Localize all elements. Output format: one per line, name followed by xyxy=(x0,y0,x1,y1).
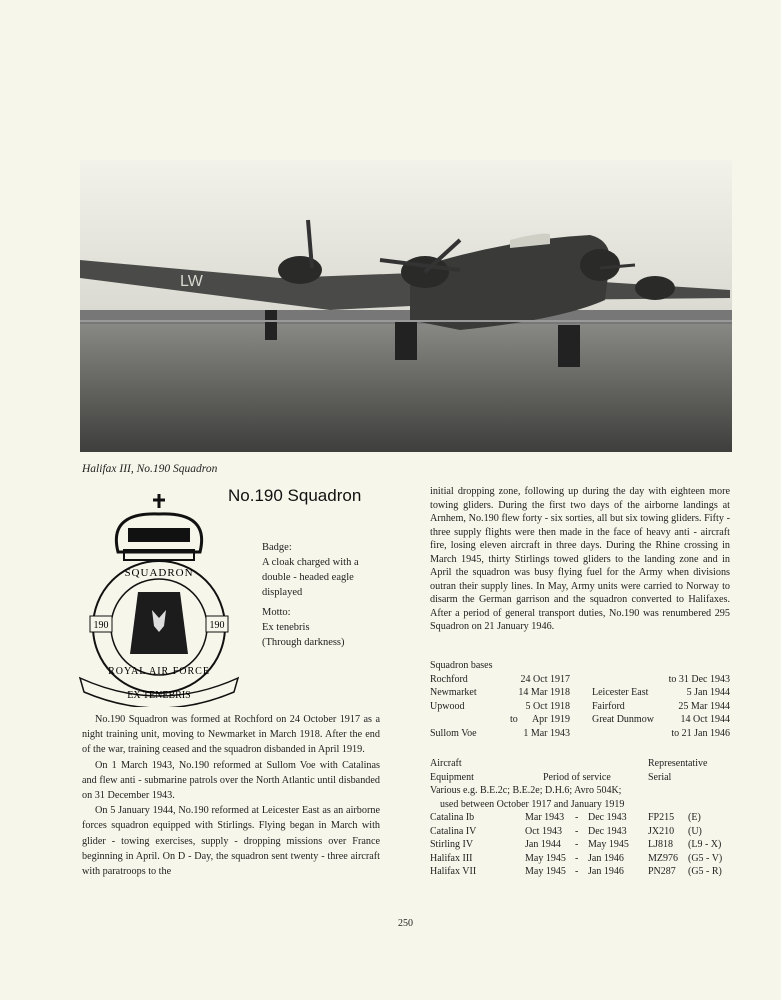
equipment-row xyxy=(430,865,740,879)
equipment-from: Jan 1944 xyxy=(525,839,561,850)
photo-caption: Halifax III, No.190 Squadron xyxy=(82,463,218,475)
motto-label: Motto: xyxy=(262,607,291,618)
squadron-bases-table xyxy=(430,659,740,740)
base-place: Upwood xyxy=(430,700,465,712)
period-dash: - xyxy=(575,812,579,823)
equipment-from: Oct 1943 xyxy=(525,825,562,837)
base-date: 5 Oct 1918 xyxy=(525,700,570,712)
motto-latin: Ex tenebris xyxy=(262,622,310,633)
paragraph: On 1 March 1943, No.190 reformed at Sullom Voe with Catalinas and flew anti - submarine patrols over the North Atlantic until disbanded on 31 December 1943. xyxy=(82,759,380,802)
equipment-to: Jan 1946 xyxy=(588,866,624,877)
base-date: 14 Oct 1944 xyxy=(680,714,730,725)
squadron-crest xyxy=(78,492,240,707)
page-title: No.190 Squadron xyxy=(228,486,362,505)
crest-number-right: 190 xyxy=(209,620,225,631)
aircraft-marking: LW xyxy=(180,273,203,290)
period-dash: - xyxy=(575,866,579,877)
badge-line: A cloak charged with a xyxy=(262,557,359,568)
equipment-from: May 1945 xyxy=(525,866,566,877)
equipment-row xyxy=(430,852,740,866)
base-date: Apr 1919 xyxy=(531,714,570,725)
equipment-code: (U) xyxy=(688,825,702,837)
base-place: Rochford xyxy=(430,673,468,685)
aircraft-equipment-table xyxy=(430,757,740,879)
crest-motto-scroll: EX TENEBRIS xyxy=(127,690,191,701)
base-date: 24 Oct 1917 xyxy=(520,673,570,685)
page-number: 250 xyxy=(398,918,413,929)
base-place: Sullom Voe xyxy=(430,727,477,739)
base-date: 14 Mar 1918 xyxy=(518,687,570,698)
equipment-serial: LJ818 xyxy=(648,839,673,850)
equipment-from: May 1945 xyxy=(525,852,566,864)
equipment-to: Jan 1946 xyxy=(588,852,624,864)
equipment-aircraft: Halifax III xyxy=(430,852,473,864)
equipment-aircraft: Stirling IV xyxy=(430,839,474,850)
base-prefix: to xyxy=(510,714,518,725)
paragraph: No.190 Squadron was formed at Rochford on 24 October 1917 as a night training unit, moving to Newmarket in March 1918. After the end of the war, training ceased and the squadron disbanded in April 1919. xyxy=(82,714,380,756)
period-dash: - xyxy=(575,852,579,864)
header-serial: Representative xyxy=(648,758,708,769)
crest-ring-text: ROYAL AIR FORCE xyxy=(108,666,210,677)
various-note: used between October 1917 and January 1919 xyxy=(440,798,625,810)
equipment-serial: MZ976 xyxy=(648,852,678,864)
equipment-row xyxy=(430,838,740,852)
motto-description xyxy=(262,605,345,650)
equipment-aircraft: Catalina Ib xyxy=(430,812,475,823)
motto-translation: (Through darkness) xyxy=(262,637,345,648)
equipment-code: (G5 - R) xyxy=(688,866,722,877)
equipment-code: (L9 - X) xyxy=(688,839,722,850)
base-place: Newmarket xyxy=(430,687,477,698)
equipment-row xyxy=(430,825,740,839)
equipment-code: (G5 - V) xyxy=(688,852,723,864)
base-date: 5 Jan 1944 xyxy=(686,687,730,698)
badge-line: displayed xyxy=(262,587,303,598)
equipment-aircraft: Catalina IV xyxy=(430,825,477,837)
bases-heading: Squadron bases xyxy=(430,660,493,671)
base-place: Fairford xyxy=(592,700,625,712)
period-dash: - xyxy=(575,825,579,837)
period-dash: - xyxy=(575,839,579,850)
badge-label: Badge: xyxy=(262,542,292,553)
equipment-to: Dec 1943 xyxy=(588,825,627,837)
history-text-right: initial dropping zone, following up during the day with eighteen more towing gliders. During the first two days of the airborne landings at Arnhem, No.190 flew forty - six sorties, all but six towing gliders. Fifty - three supply flights were then made in the face of heavy anti - aircraft fire, losing eleven aircraft in three days. During the Rhine crossing in March 1945, thirty Stirlings towed gliders to the landing zone and in April the squadron was busy flying fuel for the Army when divisions outran their supply lines. In May, Army units were carried to Norway to disarm the German garrison and the squadron converted to Halifaxes. After a period of general transport duties, No.190 was renumbered 295 Squadron on 21 January 1946. xyxy=(430,486,730,632)
base-place: Leicester East xyxy=(592,687,649,698)
header-period: Period of service xyxy=(543,771,611,783)
header-aircraft: Aircraft xyxy=(430,758,462,769)
header-serial-2: Serial xyxy=(648,771,672,783)
base-date: to 31 Dec 1943 xyxy=(668,673,730,685)
equipment-code: (E) xyxy=(688,812,701,823)
equipment-serial: FP215 xyxy=(648,812,675,823)
header-equipment: Equipment xyxy=(430,771,474,783)
equipment-from: Mar 1943 xyxy=(525,812,565,823)
badge-line: double - headed eagle xyxy=(262,572,354,583)
badge-description xyxy=(262,540,359,600)
crest-squadron-label: SQUADRON xyxy=(124,567,194,579)
equipment-to: Dec 1943 xyxy=(588,812,627,823)
paragraph: On 5 January 1944, No.190 reformed at Leicester East as an airborne forces squadron equipped with Stirlings. Flying began in March with glider - towing exercises, supply - dropping missions over France beginning in April. On D - Day, the squadron sent twenty - three aircraft with paratroops to the xyxy=(82,805,380,878)
equipment-to: May 1945 xyxy=(588,839,629,850)
equipment-serial: JX210 xyxy=(648,825,675,837)
equipment-row xyxy=(430,811,740,825)
base-date: to 21 Jan 1946 xyxy=(671,727,730,739)
aircraft-photo xyxy=(80,160,732,452)
various-note: Various e.g. B.E.2c; B.E.2e; D.H.6; Avro 504K; xyxy=(430,785,622,796)
crest-number-left: 190 xyxy=(93,620,109,631)
base-date: 25 Mar 1944 xyxy=(678,700,730,712)
history-text-left xyxy=(82,712,380,879)
base-place: Great Dunmow xyxy=(592,714,654,725)
equipment-aircraft: Halifax VII xyxy=(430,866,477,877)
base-date: 1 Mar 1943 xyxy=(523,727,570,739)
equipment-serial: PN287 xyxy=(648,866,676,877)
